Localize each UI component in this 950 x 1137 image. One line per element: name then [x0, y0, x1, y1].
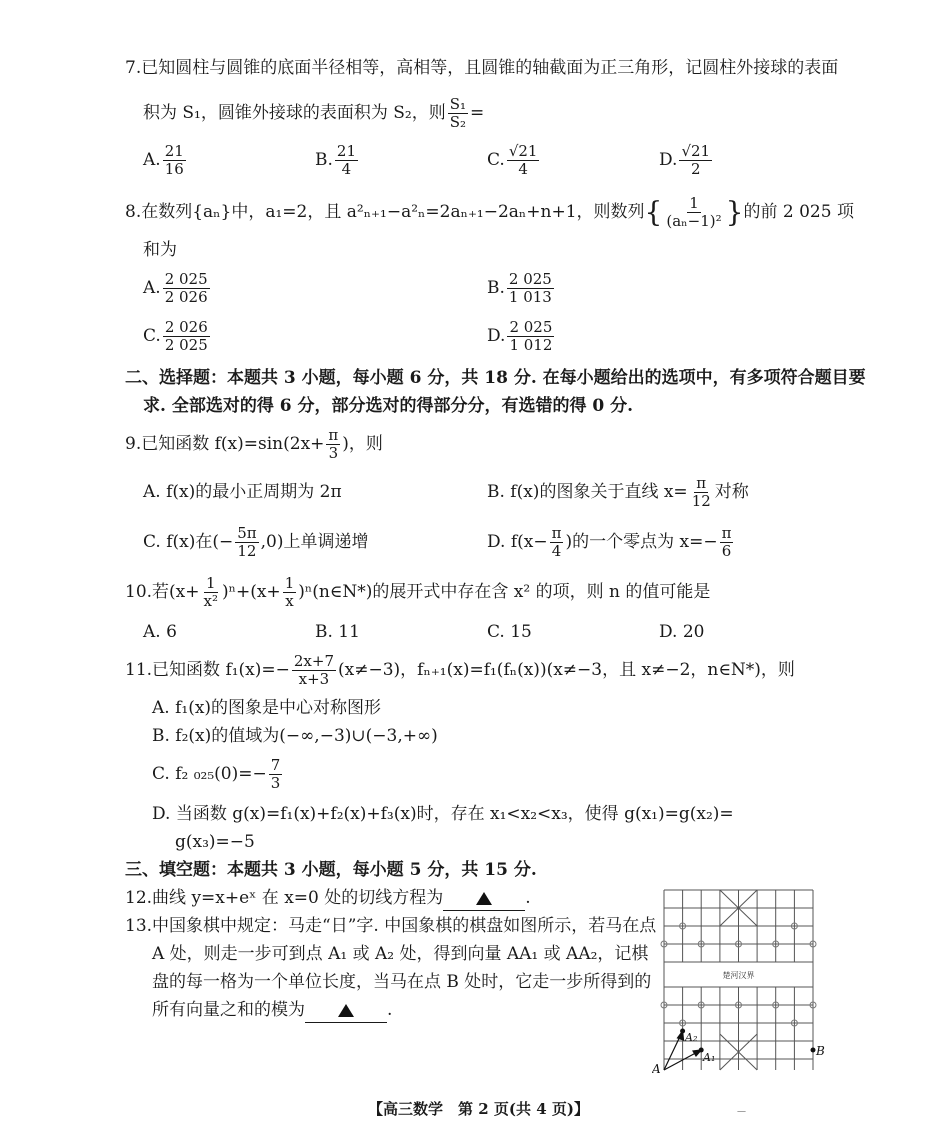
- q10-option-a: A. 6: [143, 622, 177, 642]
- q8-line1: 8.在数列{aₙ}中，a₁=2，且 a²ₙ₊₁−a²ₙ=2aₙ₊₁−2aₙ+n+1，则数列{ $\frac{1}{\text{(aₙ−1)²}}$ }的前 2 025 项: [125, 194, 854, 230]
- q13-line4: 所有向量之和的模为 .: [152, 998, 392, 1023]
- q11-option-c: C. f₂ ₀₂₅(0)=− $\frac{7}{3}$: [152, 756, 281, 792]
- river-label: 楚河汉界: [722, 971, 755, 980]
- q9-option-a: A. f(x)的最小正周期为 2π: [143, 482, 342, 502]
- triangle-icon: [476, 892, 492, 905]
- q7-option-c: C. $\frac{√21}{4}$: [487, 142, 538, 178]
- q9-option-d: D. f(x− $\frac{\pi}{4}$ )的一个零点为 x=− $\frac{\pi}{6}$: [487, 524, 732, 560]
- q13-line2: A 处，则走一步可到点 A₁ 或 A₂ 处，得到向量 AA₁ 或 AA₂，记棋: [152, 944, 649, 964]
- q13-line1: 13.中国象棋中规定：马走“日”字. 中国象棋的棋盘如图所示，若马在点: [125, 916, 657, 936]
- q7-fraction: $\frac{\text{S₁}}{\text{S₂}}$: [449, 95, 467, 131]
- q11-option-b: B. f₂(x)的值域为(−∞,−3)∪(−3,+∞): [152, 726, 438, 746]
- q8-fraction: $\frac{1}{\text{(aₙ−1)²}}$: [666, 194, 722, 230]
- q7-option-a: A. $\frac{21}{16}$: [143, 142, 184, 178]
- label-b: B: [816, 1044, 825, 1058]
- section3-line1: 三、填空题：本题共 3 小题，每小题 5 分，共 15 分.: [125, 860, 537, 880]
- section2-line2: 求. 全部选对的得 6 分，部分选对的得部分分，有选错的得 0 分.: [143, 396, 634, 416]
- q11-option-d-line1: D. 当函数 g(x)=f₁(x)+f₂(x)+f₃(x)时，存在 x₁<x₂<x₃，使得 g(x₁)=g(x₂)=: [152, 804, 734, 824]
- q13-answer-blank: [305, 998, 387, 1023]
- label-a1: A₁: [703, 1051, 716, 1064]
- q8-option-c: C. $\frac{2 026}{2 025}$: [143, 318, 208, 354]
- q7-line2: 积为 S₁，圆锥外接球的表面积为 S₂，则 $\frac{\text{S₁}}{\text{S₂}}$ =: [143, 95, 485, 131]
- page-footer: 【高三数学 第 2 页(共 4 页)】: [368, 1100, 589, 1118]
- q11-option-a: A. f₁(x)的图象是中心对称图形: [152, 698, 382, 718]
- footer-mark: —: [737, 1107, 746, 1117]
- q9-option-b: B. f(x)的图象关于直线 x= $\frac{\pi}{12}$ 对称: [487, 474, 749, 510]
- q9-option-c: C. f(x)在(− $\frac{5\pi}{12}$ ,0)上单调递增: [143, 524, 369, 560]
- q7-option-d: D. $\frac{√21}{2}$: [659, 142, 711, 178]
- q12-answer-blank: [443, 886, 525, 911]
- q10-option-c: C. 15: [487, 622, 532, 642]
- triangle-icon: [338, 1004, 354, 1017]
- q7-line2-text: 积为 S₁，圆锥外接球的表面积为 S₂，则: [143, 103, 446, 123]
- q8-option-a: A. $\frac{2 025}{2 026}$: [143, 270, 208, 306]
- q13-line3: 盘的每一格为一个单位长度，当马在点 B 处时，它走一步所得到的: [152, 972, 652, 992]
- q10-option-d: D. 20: [659, 622, 705, 642]
- q10-option-b: B. 11: [315, 622, 360, 642]
- point-b: [811, 1048, 816, 1053]
- q11-option-d-line2: g(x₃)=−5: [175, 832, 255, 852]
- q7-line1: 7.已知圆柱与圆锥的底面半径相等，高相等，且圆锥的轴截面为正三角形，记圆柱外接球的表面: [125, 58, 839, 78]
- q7-option-b: B. $\frac{21}{4}$: [315, 142, 356, 178]
- label-a: A: [652, 1062, 661, 1076]
- chess-board-figure: [652, 885, 832, 1077]
- q8-line2: 和为: [143, 240, 177, 260]
- q10-stem: 10.若(x+ $\frac{1}{\text{x²}}$ )ⁿ+(x+ $\frac{1}{x}$ )ⁿ(n∈N*)的展开式中存在含 x² 的项，则 n 的值可能是: [125, 574, 711, 610]
- label-a2: A₂: [685, 1031, 698, 1044]
- q8-option-d: D. $\frac{2 025}{1 012}$: [487, 318, 553, 354]
- section2-line1: 二、选择题：本题共 3 小题，每小题 6 分，共 18 分. 在每小题给出的选项中，有多项符合题目要: [125, 368, 866, 388]
- q9-stem: 9.已知函数 f(x)=sin(2x+ $\frac{\pi}{3}$ )，则: [125, 426, 383, 462]
- q8-option-b: B. $\frac{2 025}{1 013}$: [487, 270, 552, 306]
- q12-text: 12.曲线 y=x+eˣ 在 x=0 处的切线方程为 .: [125, 886, 531, 911]
- q11-stem: 11.已知函数 f₁(x)=− $\frac{2x+7}{x+3}$ (x≠−3)，fₙ₊₁(x)=f₁(fₙ(x))(x≠−3，且 x≠−2，n∈N*)，则: [125, 652, 795, 688]
